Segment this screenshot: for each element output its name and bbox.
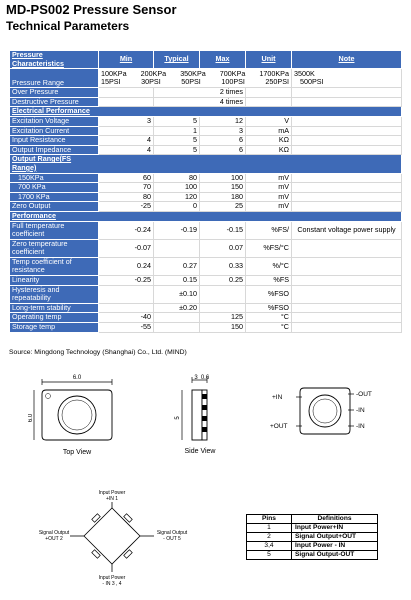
- table-row: [10, 136, 402, 146]
- cell-typical: [154, 313, 200, 323]
- pressure-range-psi: [101, 78, 289, 87]
- cell-min: 4: [99, 145, 154, 155]
- pin-label-minus-in: -IN: [356, 423, 365, 430]
- cell-unit: °C: [246, 323, 292, 333]
- row-label: Linearity: [10, 276, 99, 286]
- pin-header: Pins: [247, 515, 292, 524]
- row-label: Temp coefficient of resistance: [10, 257, 99, 275]
- pin-definition: Input Power - IN: [292, 542, 378, 551]
- row-label: Excitation Current: [10, 126, 99, 136]
- table-row: [10, 173, 402, 183]
- bridge-diamond: [84, 508, 140, 564]
- cell-unit: mV: [246, 202, 292, 212]
- cell-min: [99, 88, 154, 98]
- pressure-range-label: Pressure Range: [10, 69, 99, 88]
- pin-definition-table: [246, 514, 378, 560]
- cell-unit: %FSO: [246, 303, 292, 313]
- pin-number: 2: [247, 533, 292, 542]
- out-right-label: Signal Output: [156, 530, 188, 536]
- row-label: 150KPa: [10, 173, 99, 183]
- cell-max: 125: [200, 313, 246, 323]
- row-label: Zero Output: [10, 202, 99, 212]
- row-label: Storage temp: [10, 323, 99, 333]
- side-view-caption: Side View: [184, 448, 216, 455]
- row-label: Output Impedance: [10, 145, 99, 155]
- cell-typical: [154, 239, 200, 257]
- dim-width-label: 6.0: [72, 375, 82, 381]
- cell-typical: [154, 323, 200, 333]
- cell-unit: %/°C: [246, 257, 292, 275]
- cell-max: 6: [200, 136, 246, 146]
- cell-typical: 120: [154, 192, 200, 202]
- row-label: Zero temperature coefficient: [10, 239, 99, 257]
- section-output-range: [10, 155, 402, 173]
- table-row: [10, 145, 402, 155]
- section-title-text: Output Range(FS Range): [12, 154, 72, 172]
- table-row: [10, 126, 402, 136]
- cell-note: [292, 145, 402, 155]
- header-name: Pressure Characteristics: [10, 51, 99, 69]
- header-note: Note: [292, 51, 402, 69]
- cell-unit: mV: [246, 183, 292, 193]
- range-psi-value: 100PSI: [221, 77, 245, 87]
- range-kpa-value: 350KPa: [180, 68, 206, 78]
- top-view-caption: Top View: [62, 449, 92, 456]
- cell-max: 25: [200, 202, 246, 212]
- range-psi-value: 50PSI: [181, 77, 201, 87]
- section-title: Performance: [10, 211, 402, 221]
- pinout-drawing: [268, 378, 388, 448]
- table-row: [10, 323, 402, 333]
- cell-note: [292, 88, 402, 98]
- cell-min: -0.25: [99, 276, 154, 286]
- table-row: [10, 313, 402, 323]
- cell-typical: 4 times: [154, 97, 246, 107]
- cell-typical: 100: [154, 183, 200, 193]
- power-bottom-label: Input Power: [98, 575, 126, 581]
- cell-unit: mV: [246, 192, 292, 202]
- cell-unit: %FS/: [246, 221, 292, 239]
- side-view-drawing: [158, 372, 228, 460]
- cell-unit: [246, 97, 292, 107]
- pin-number: 1: [247, 524, 292, 533]
- cell-max: 3: [200, 126, 246, 136]
- cell-typical: 0.27: [154, 257, 200, 275]
- out-left-label: Signal Output: [38, 530, 70, 536]
- pressure-range-extra: [292, 69, 402, 88]
- cell-unit: [246, 88, 292, 98]
- bridge-circuit-diagram: [30, 486, 210, 590]
- row-label: Operating temp: [10, 313, 99, 323]
- out-right-pin: - OUT 5: [163, 536, 181, 542]
- row-label: Excitation Voltage: [10, 116, 99, 126]
- cell-max: -0.15: [200, 221, 246, 239]
- page-subtitle: Technical Parameters: [6, 19, 130, 33]
- cell-unit: mA: [246, 126, 292, 136]
- cell-unit: V: [246, 116, 292, 126]
- cell-min: 3: [99, 116, 154, 126]
- range-kpa-value: 3500K: [294, 68, 315, 78]
- cell-typical: 5: [154, 136, 200, 146]
- diaphragm-outer: [58, 396, 96, 434]
- cell-max: [200, 303, 246, 313]
- cell-min: -0.24: [99, 221, 154, 239]
- cell-typical: 0: [154, 202, 200, 212]
- range-kpa-value: 700KPa: [219, 68, 246, 78]
- cell-note: [292, 173, 402, 183]
- range-kpa-value: 100KPa: [101, 68, 127, 78]
- range-psi-value: 30PSI: [141, 77, 161, 87]
- side-pin: [202, 405, 207, 410]
- table-row: [10, 88, 402, 98]
- cell-typical: -0.19: [154, 221, 200, 239]
- row-label: Long-term stability: [10, 303, 99, 313]
- cell-typical: 5: [154, 145, 200, 155]
- cell-note: [292, 126, 402, 136]
- header-max: Max: [200, 51, 246, 69]
- pin-definition: Input Power+IN: [292, 524, 378, 533]
- cell-min: 70: [99, 183, 154, 193]
- cell-min: [99, 303, 154, 313]
- side-body: [192, 390, 202, 440]
- section-performance: [10, 211, 402, 221]
- table-row: [10, 221, 402, 239]
- side-pin: [202, 427, 207, 432]
- cell-max: 180: [200, 192, 246, 202]
- row-label: Input Resistance: [10, 136, 99, 146]
- table-row: [247, 533, 378, 542]
- spec-table: [9, 50, 402, 333]
- pin-definition: Signal Output+OUT: [292, 533, 378, 542]
- cell-min: 60: [99, 173, 154, 183]
- table-row: [10, 97, 402, 107]
- cell-note: [292, 276, 402, 286]
- cell-unit: KΩ: [246, 145, 292, 155]
- dim-b-label: 0.6: [200, 375, 210, 381]
- pin-number: 5: [247, 551, 292, 560]
- row-label: Destructive Pressure: [10, 97, 99, 107]
- cell-max: 0.07: [200, 239, 246, 257]
- cell-note: [292, 313, 402, 323]
- range-psi-value: 15PSI: [101, 77, 121, 87]
- header-typical: Typical: [154, 51, 200, 69]
- pin-label-minus-in: -IN: [356, 407, 365, 414]
- power-top-pin: +IN 1: [105, 496, 119, 502]
- pin-number: 3,4: [247, 542, 292, 551]
- cell-typical: ±0.10: [154, 285, 200, 303]
- cell-note: [292, 183, 402, 193]
- cell-unit: %FS: [246, 276, 292, 286]
- cell-max: 12: [200, 116, 246, 126]
- cell-typical: ±0.20: [154, 303, 200, 313]
- cell-min: -25: [99, 202, 154, 212]
- cell-max: 150: [200, 183, 246, 193]
- section-title: [10, 155, 402, 173]
- cell-min: 80: [99, 192, 154, 202]
- cell-max: [200, 285, 246, 303]
- cell-typical: 2 times: [154, 88, 246, 98]
- range-kpa-value: 1700KPa: [259, 68, 289, 78]
- cell-note: [292, 323, 402, 333]
- power-bottom-pin: - IN 3 , 4: [102, 581, 122, 587]
- table-row: [10, 116, 402, 126]
- table-row: [247, 551, 378, 560]
- pressure-range-row: [10, 69, 402, 88]
- out-left-pin: +OUT 2: [45, 536, 63, 542]
- cell-unit: mV: [246, 173, 292, 183]
- cell-note: [292, 239, 402, 257]
- cell-typical: 1: [154, 126, 200, 136]
- cell-max: 100: [200, 173, 246, 183]
- cell-min: 0.24: [99, 257, 154, 275]
- cell-note: [292, 136, 402, 146]
- cell-min: -55: [99, 323, 154, 333]
- cell-min: [99, 285, 154, 303]
- table-row: [10, 303, 402, 313]
- cell-unit: °C: [246, 313, 292, 323]
- range-psi-value: 250PSI: [265, 77, 289, 87]
- pin-label-plus-out: +OUT: [270, 423, 288, 430]
- cell-min: -0.07: [99, 239, 154, 257]
- diaphragm-outer: [309, 395, 341, 427]
- cell-unit: %FS/°C: [246, 239, 292, 257]
- page-title: MD-PS002 Pressure Sensor: [6, 2, 177, 17]
- cell-note: [292, 116, 402, 126]
- cell-typical: 5: [154, 116, 200, 126]
- cell-note: [292, 285, 402, 303]
- cell-note: [292, 192, 402, 202]
- cell-note: [292, 303, 402, 313]
- section-title: Electrical Performance: [10, 107, 402, 117]
- cell-typical: 80: [154, 173, 200, 183]
- cell-min: [99, 97, 154, 107]
- table-header-row: [10, 51, 402, 69]
- cell-min: [99, 126, 154, 136]
- pressure-range-values: [99, 69, 292, 88]
- cell-typical: 0.15: [154, 276, 200, 286]
- table-row: [10, 239, 402, 257]
- cell-min: 4: [99, 136, 154, 146]
- range-kpa-value: 200KPa: [140, 68, 167, 78]
- table-row: [247, 524, 378, 533]
- table-row: [10, 192, 402, 202]
- cell-note: [292, 202, 402, 212]
- row-label: Full temperature coefficient: [10, 221, 99, 239]
- definition-header: Definitions: [292, 515, 378, 524]
- dim-height-label: 6.0: [28, 413, 34, 423]
- cell-note: Constant voltage power supply: [292, 221, 402, 239]
- table-row: [10, 183, 402, 193]
- row-label: Over Pressure: [10, 88, 99, 98]
- section-electrical: [10, 107, 402, 117]
- table-row: [10, 285, 402, 303]
- cell-max: 6: [200, 145, 246, 155]
- cell-unit: KΩ: [246, 136, 292, 146]
- cell-unit: %FSO: [246, 285, 292, 303]
- cell-max: 0.25: [200, 276, 246, 286]
- table-row: [10, 202, 402, 212]
- pin-definition: Signal Output-OUT: [292, 551, 378, 560]
- table-row: [10, 257, 402, 275]
- dim-h-label: 5: [175, 416, 181, 420]
- pin-label-minus-out: -OUT: [356, 391, 372, 398]
- cell-note: [292, 97, 402, 107]
- header-min: Min: [99, 51, 154, 69]
- side-pin: [202, 394, 207, 399]
- table-row: [247, 542, 378, 551]
- range-psi-value: 500PSI: [300, 77, 324, 87]
- power-top-label: Input Power: [98, 490, 126, 496]
- pin-table-header: [247, 515, 378, 524]
- cell-note: [292, 257, 402, 275]
- row-label: 1700 KPa: [10, 192, 99, 202]
- pin-label-plus-in: +IN: [272, 394, 283, 401]
- cell-max: 0.33: [200, 257, 246, 275]
- side-pin: [202, 416, 207, 421]
- table-row: [10, 276, 402, 286]
- row-label: 700 KPa: [10, 183, 99, 193]
- dim-a-label: 3: [194, 375, 198, 381]
- top-view-drawing: [28, 370, 128, 460]
- source-note: Source: Mingdong Technology (Shanghai) Co., Ltd. (MIND): [9, 349, 187, 356]
- row-label: Hysteresis and repeatability: [10, 285, 99, 303]
- cell-min: -40: [99, 313, 154, 323]
- cell-max: 150: [200, 323, 246, 333]
- header-unit: Unit: [246, 51, 292, 69]
